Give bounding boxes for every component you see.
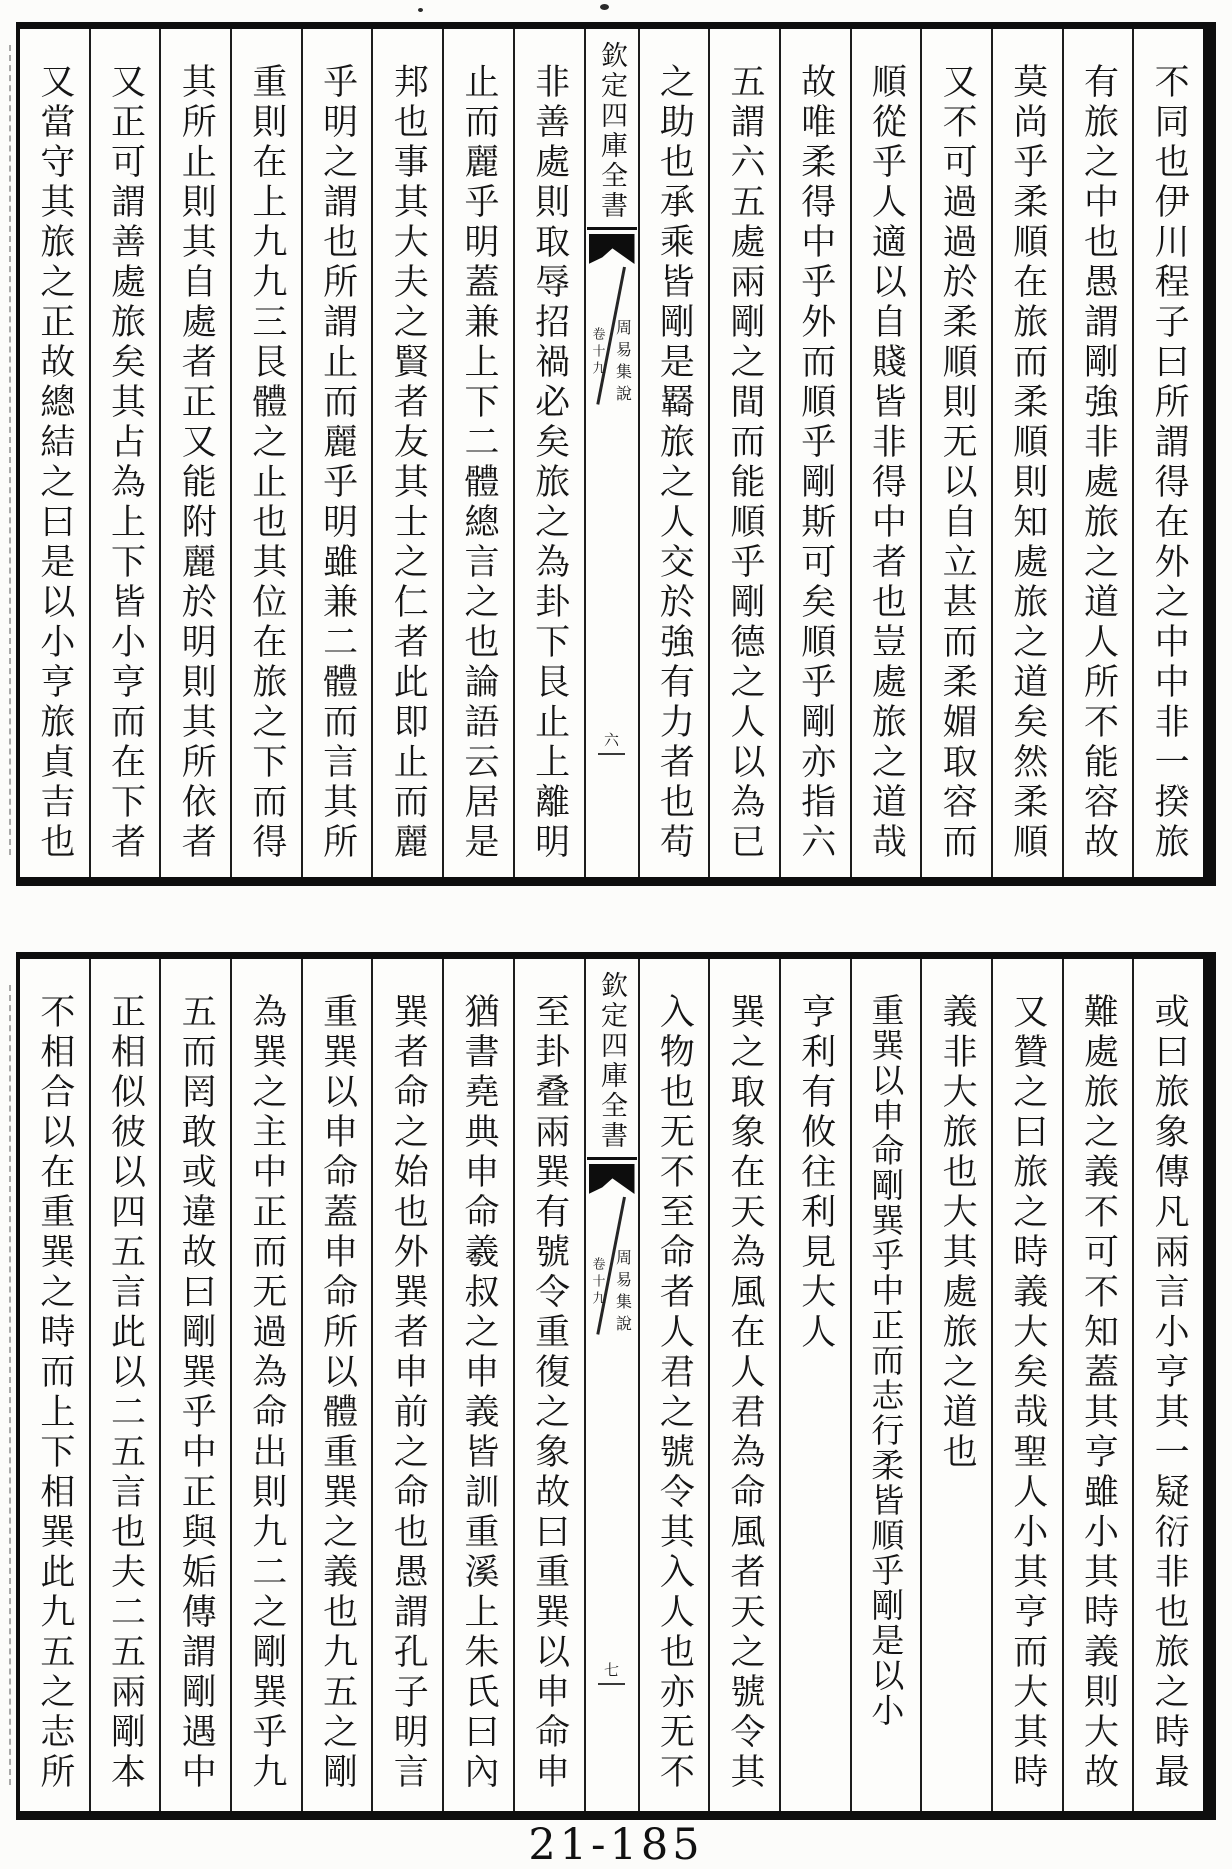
text-column: 乎明之謂也所謂止而麗乎明雖兼二體而言其所 bbox=[301, 29, 372, 877]
leaf-number: 七 bbox=[603, 1661, 620, 1679]
ink-speck bbox=[600, 4, 609, 10]
page-block-bottom bbox=[16, 952, 1216, 1820]
text-column: 非善處則取辱招禍必矣旅之為卦下艮止上離明 bbox=[513, 29, 584, 877]
text-column: 又贊之曰旅之時義大矣哉聖人小其亨而大其時 bbox=[991, 959, 1062, 1811]
ink-speck bbox=[418, 8, 423, 12]
text-column: 難處旅之義不可不知蓋其亨雖小其時義則大故 bbox=[1062, 959, 1133, 1811]
text-column: 重巽以申命蓋申命所以體重巽之義也九五之剛 bbox=[301, 959, 372, 1811]
volume-label: 卷十九 bbox=[589, 1257, 605, 1308]
text-column: 至卦叠兩巽有號令重復之象故曰重巽以申命申 bbox=[513, 959, 584, 1811]
banxin-column bbox=[584, 959, 638, 1811]
siku-quanshu-title: 欽定四庫全書 bbox=[596, 971, 627, 1151]
book-title: 周易集說 bbox=[613, 319, 633, 407]
text-column: 之助也承乘皆剛是羇旅之人交於強有力者也苟 bbox=[638, 29, 709, 877]
text-column: 又正可謂善處旅矣其占為上下皆小亨而在下者 bbox=[89, 29, 160, 877]
margin-guide-line bbox=[9, 985, 11, 1785]
text-column: 又當守其旅之正故總結之曰是以小亨旅貞吉也 bbox=[34, 63, 75, 863]
banxin-divider bbox=[587, 227, 637, 230]
text-column: 五而罔敢或違故曰剛巽乎中正與姤傳謂剛遇中 bbox=[159, 959, 230, 1811]
text-column: 或曰旅象傳凡兩言小亨其一疑衍非也旅之時最 bbox=[1132, 959, 1203, 1811]
leaf-number: 六 bbox=[603, 731, 620, 749]
banxin-column bbox=[584, 29, 638, 877]
text-column: 入物也无不至命者人君之號令其入人也亦无不 bbox=[638, 959, 709, 1811]
text-column: 正相似彼以四五言此以二五言也夫二五兩剛本 bbox=[89, 959, 160, 1811]
text-column: 不相合以在重巽之時而上下相巽此九五之志所 bbox=[34, 993, 75, 1793]
text-column: 重則在上九九三艮體之止也其位在旅之下而得 bbox=[230, 29, 301, 877]
fishtail-icon bbox=[589, 1164, 635, 1194]
text-column: 止而麗乎明蓋兼上下二體總言之也論語云居是 bbox=[442, 29, 513, 877]
text-column: 又不可過過於柔順則无以自立甚而柔媚取容而 bbox=[920, 29, 991, 877]
text-column: 重巽以申命剛巽乎中正而志行柔皆順乎剛是以小 bbox=[850, 959, 921, 1811]
leaf-number-underline bbox=[598, 753, 625, 755]
book-title: 周易集說 bbox=[613, 1249, 633, 1337]
text-column: 為巽之主中正而无過為命出則九二之剛巽乎九 bbox=[230, 959, 301, 1811]
page-block-top bbox=[16, 22, 1216, 886]
text-column: 其所止則其自處者正又能附麗於明則其所依者 bbox=[159, 29, 230, 877]
text-column: 五謂六五處兩剛之間而能順乎剛德之人以為已 bbox=[708, 29, 779, 877]
text-column: 義非大旅也大其處旅之道也 bbox=[920, 959, 991, 1811]
fishtail-icon bbox=[589, 234, 635, 264]
text-column: 猶書堯典申命羲叔之申義皆訓重溪上朱氏曰內 bbox=[442, 959, 513, 1811]
banxin-divider bbox=[587, 1157, 637, 1160]
volume-label: 卷十九 bbox=[589, 327, 605, 378]
margin-guide-line bbox=[9, 45, 11, 855]
siku-quanshu-title: 欽定四庫全書 bbox=[596, 41, 627, 221]
text-column: 故唯柔得中乎外而順乎剛斯可矣順乎剛亦指六 bbox=[779, 29, 850, 877]
text-column: 順從乎人適以自賤皆非得中者也豈處旅之道哉 bbox=[850, 29, 921, 877]
text-column: 有旅之中也愚謂剛強非處旅之道人所不能容故 bbox=[1062, 29, 1133, 877]
text-column: 巽者命之始也外巽者申前之命也愚謂孔子明言 bbox=[371, 959, 442, 1811]
leaf-number-underline bbox=[598, 1683, 625, 1685]
text-column: 巽之取象在天為風在人君為命風者天之號令其 bbox=[708, 959, 779, 1811]
text-column: 莫尚乎柔順在旅而柔順則知處旅之道矣然柔順 bbox=[991, 29, 1062, 877]
text-column: 邦也事其大夫之賢者友其士之仁者此即止而麗 bbox=[371, 29, 442, 877]
folio-number: 21-185 bbox=[528, 1820, 704, 1869]
text-column: 亨利有攸往利見大人 bbox=[779, 959, 850, 1811]
text-column: 不同也伊川程子曰所謂得在外之中中非一揆旅 bbox=[1132, 29, 1203, 877]
